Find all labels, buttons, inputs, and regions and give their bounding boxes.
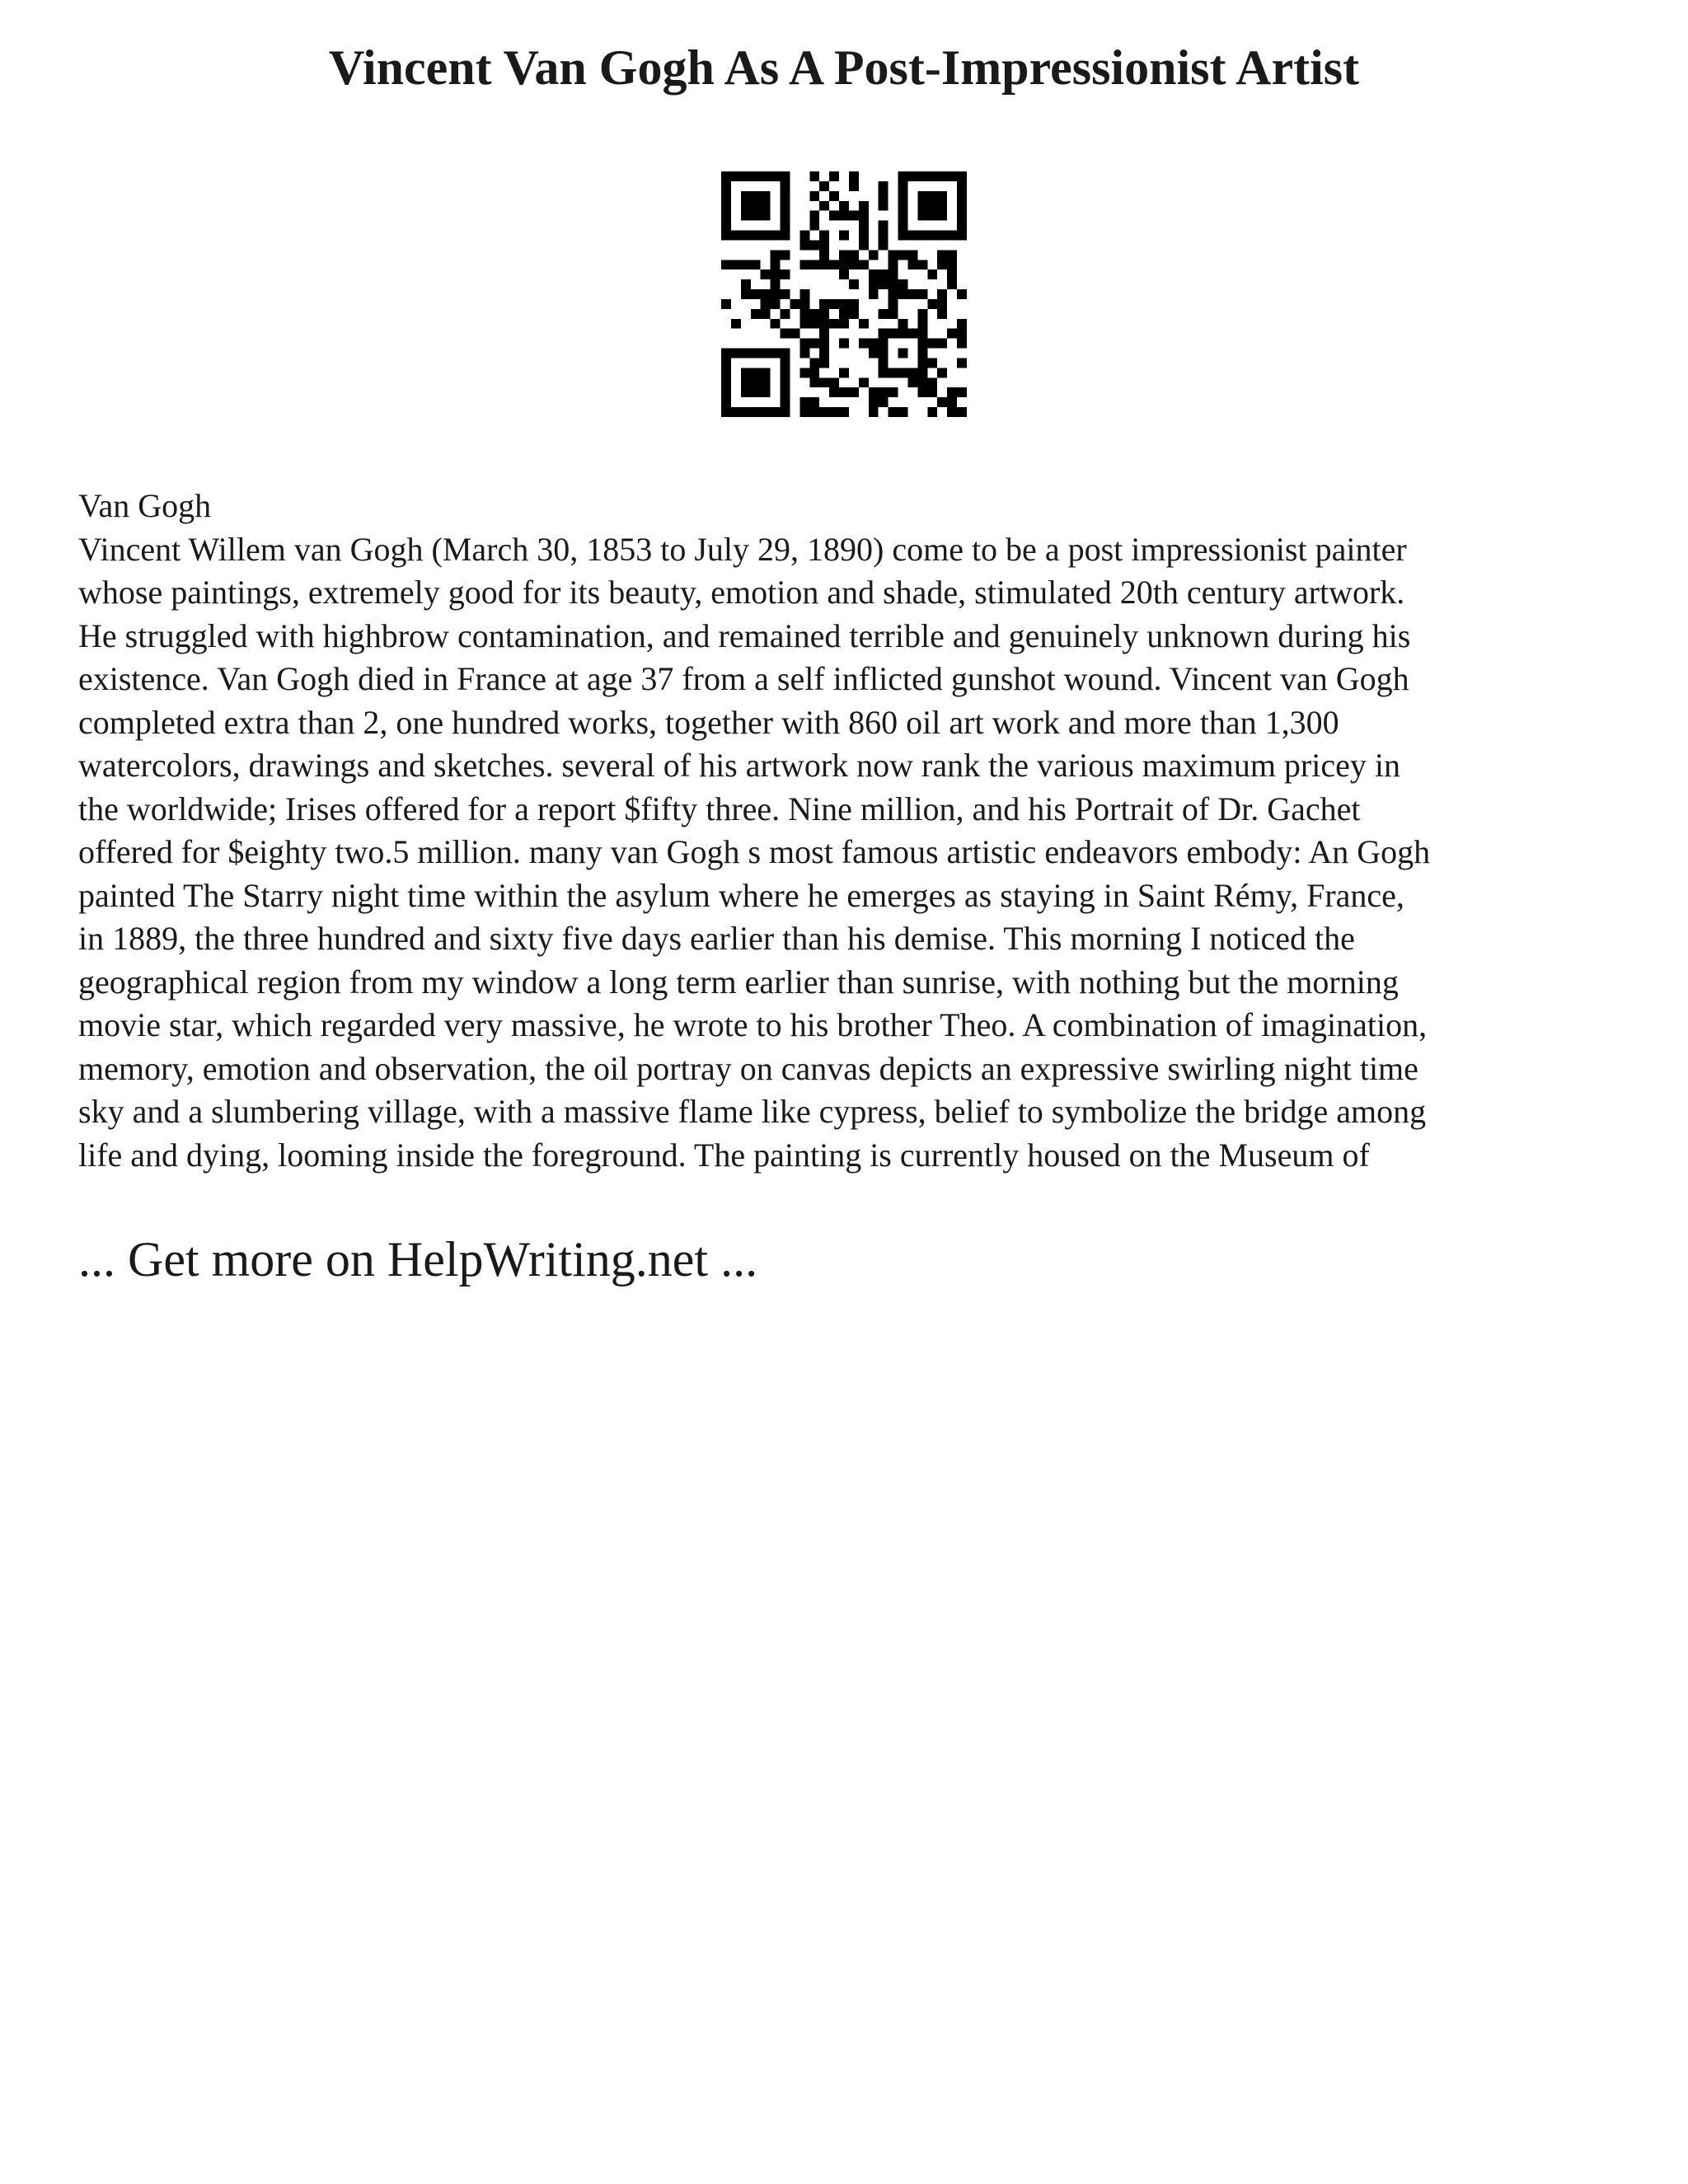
document-title: Vincent Van Gogh As A Post-Impressionist Artist [328,40,1360,95]
qr-code-graphic [721,171,967,417]
article-paragraph: Vincent Willem van Gogh (March 30, 1853 to July 29, 1890) come to be a post impressionist painter whose paintings, extremely good for its beauty, emotion and shade, stimulated 20th century artwork. He struggled with highbrow contamination, and remained terrible and genuinely unknown during his existence. Van Gogh died in France at age 37 from a self inflicted gunshot wound. Vincent van Gogh completed extra than 2, one hundred works, together with 860 oil art work and more than 1,300 watercolors, drawings and sketches. several of his artwork now rank the various maximum pricey in the worldwide; Irises offered for a report $fifty three. Nine million, and his Portrait of Dr. Gachet offered for $eighty two.5 million. many van Gogh s most famous artistic endeavors embody: An Gogh painted The Starry night time within the asylum where he emerges as staying in Saint Rémy, France, in 1889, the three hundred and sixty five days earlier than his demise. This morning I noticed the geographical region from my window a long term earlier than sunrise, with nothing but the morning movie star, which regarded very massive, he wrote to his brother Theo. A combination of imagination, memory, emotion and observation, the oil portray on canvas depicts an expressive swirling night time sky and a slumbering village, with a massive flame like cypress, belief to symbolize the bridge among life and dying, looming inside the foreground. The painting is currently housed on the Museum of [78,530,1431,1174]
get-more-link[interactable]: ... Get more on HelpWriting.net ... [78,1232,758,1286]
qr-code-icon [721,171,967,417]
article-subheading: Van Gogh [78,487,212,524]
article-body [78,485,1628,1177]
